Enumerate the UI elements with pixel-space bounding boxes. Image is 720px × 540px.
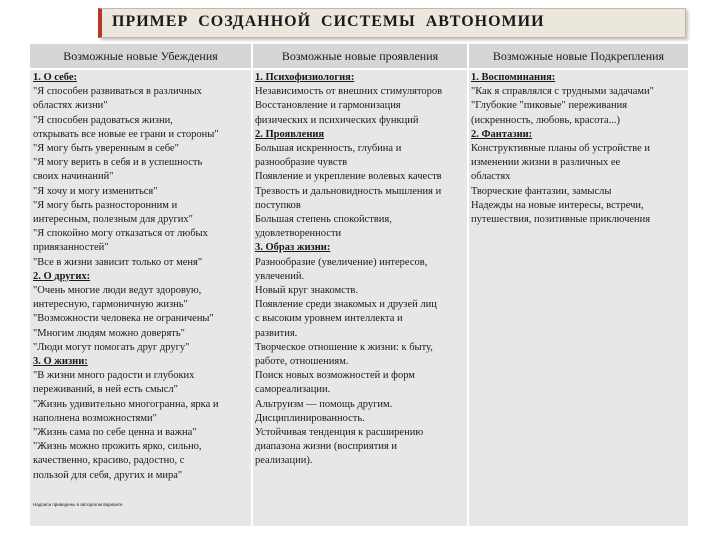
text-line: Поиск новых возможностей и форм (255, 370, 415, 382)
text-line: "В жизни много радости и глубоких (33, 370, 195, 382)
text-line: Новый круг знакомств. (255, 285, 359, 297)
page-title: ПРИМЕР СОЗДАННОЙ СИСТЕМЫ АВТОНОМИИ (112, 13, 545, 30)
text-line: Дисциплинированность. (255, 412, 365, 424)
beliefs-column (33, 71, 250, 483)
section-heading: 2. Фантазии: (471, 128, 533, 140)
text-line: областях жизни" (33, 100, 108, 112)
section-heading: 3. Образ жизни: (255, 242, 331, 254)
text-line: "Я могу верить в себя и в успешность (33, 157, 203, 169)
text-line: физических и психических функций (255, 114, 419, 126)
text-line: Большая степень спокойствия, (255, 214, 392, 226)
text-line: "Очень многие люди ведут здоровую, (33, 285, 202, 297)
text-line: "Жизнь сама по себе ценна и важна" (33, 427, 197, 439)
header-divider (30, 68, 688, 70)
text-line: открывать все новые ее грани и стороны" (33, 128, 219, 140)
text-line: интересную, гармоничную жизнь" (33, 299, 188, 311)
text-line: Творческие фантазии, замыслы (471, 185, 612, 197)
column-divider (251, 44, 253, 526)
footnote: Надписи приведены в авторском варианте (33, 502, 123, 507)
text-line: качественно, красиво, радостно, с (33, 455, 185, 467)
section-heading: 2. Проявления (255, 128, 325, 140)
column-divider (467, 44, 469, 526)
text-line: Альтруизм — помощь другим. (255, 398, 393, 410)
text-line: поступков (255, 199, 301, 211)
section-heading: 1. Психофизиология: (255, 72, 355, 83)
section-heading: 2. О других: (33, 270, 91, 282)
text-line: наполнена возможностями" (33, 412, 157, 424)
text-line: привязанностей" (33, 242, 109, 254)
text-line: переживаний, в ней есть смысл" (33, 384, 178, 396)
text-line: (искренность, любовь, красота...) (471, 114, 621, 126)
text-line: Восстановление и гармонизация (255, 100, 401, 112)
text-line: "Глубокие "пиковые" переживания (471, 100, 628, 112)
manifestations-column (255, 71, 467, 469)
text-line: Конструктивные планы об устройстве и (471, 143, 651, 155)
text-line: интересным, полезным для других" (33, 214, 193, 226)
text-line: самореализации. (255, 384, 331, 396)
text-line: "Жизнь удивительно многогранна, ярка и (33, 398, 219, 410)
text-line: областях (471, 171, 511, 183)
text-line: "Все в жизни зависит только от меня" (33, 256, 203, 268)
section-heading: 1. О себе: (33, 72, 78, 83)
text-line: "Многим людям можно доверять" (33, 327, 185, 339)
text-line: работе, отношениям. (255, 356, 349, 368)
text-line: с высоким уровнем интеллекта и (255, 313, 403, 325)
text-line: Устойчивая тенденция к расширению (255, 427, 424, 439)
text-line: Появление среди знакомых и друзей лиц (255, 299, 437, 311)
text-line: Появление и укрепление волевых качеств (255, 171, 442, 183)
text-line: Разнообразие (увеличение) интересов, (255, 256, 428, 268)
text-line: "Как я справлялся с трудными задачами" (471, 86, 654, 98)
header-beliefs: Возможные новые Убеждения (30, 44, 251, 68)
autonomy-table (30, 44, 688, 526)
text-line: "Возможности человека не ограничены" (33, 313, 214, 325)
text-line: изменении жизни в различных ее (471, 157, 621, 169)
text-line: Независимость от внешних стимуляторов (255, 86, 443, 98)
text-line: "Я способен развиваться в различных (33, 86, 202, 98)
text-line: разнообразие чувств (255, 157, 348, 169)
text-line: путешествия, позитивные приключения (471, 214, 651, 226)
text-line: увлечений. (255, 270, 305, 282)
text-line: Трезвость и дальновидность мышления и (255, 185, 442, 197)
text-line: пользой для себя, других и мира" (33, 469, 183, 481)
text-line: реализации). (255, 455, 313, 467)
reinforcements-column (471, 71, 687, 227)
text-line: "Я хочу и могу измениться" (33, 185, 158, 197)
text-line: "Я могу быть уверенным в себе" (33, 143, 179, 155)
section-heading: 1. Воспоминания: (471, 72, 556, 83)
text-line: Большая искренность, глубина и (255, 143, 402, 155)
header-reinforcements: Возможные новые Подкрепления (469, 44, 688, 68)
section-heading: 3. О жизни: (33, 356, 88, 368)
header-manifestations: Возможные новые проявления (253, 44, 467, 68)
text-line: диапазона жизни (восприятия и (255, 441, 398, 453)
text-line: "Я могу быть разносторонним и (33, 199, 178, 211)
text-line: своих начинаний" (33, 171, 114, 183)
text-line: удовлетворенности (255, 228, 342, 240)
text-line: "Люди могут помогать друг другу" (33, 341, 190, 353)
text-line: "Жизнь можно прожить ярко, сильно, (33, 441, 202, 453)
text-line: развития. (255, 327, 298, 339)
title-banner (98, 8, 686, 38)
text-line: Надежды на новые интересы, встречи, (471, 199, 644, 211)
text-line: "Я способен радоваться жизни, (33, 114, 173, 126)
text-line: "Я спокойно могу отказаться от любых (33, 228, 208, 240)
text-line: Творческое отношение к жизни: к быту, (255, 341, 433, 353)
